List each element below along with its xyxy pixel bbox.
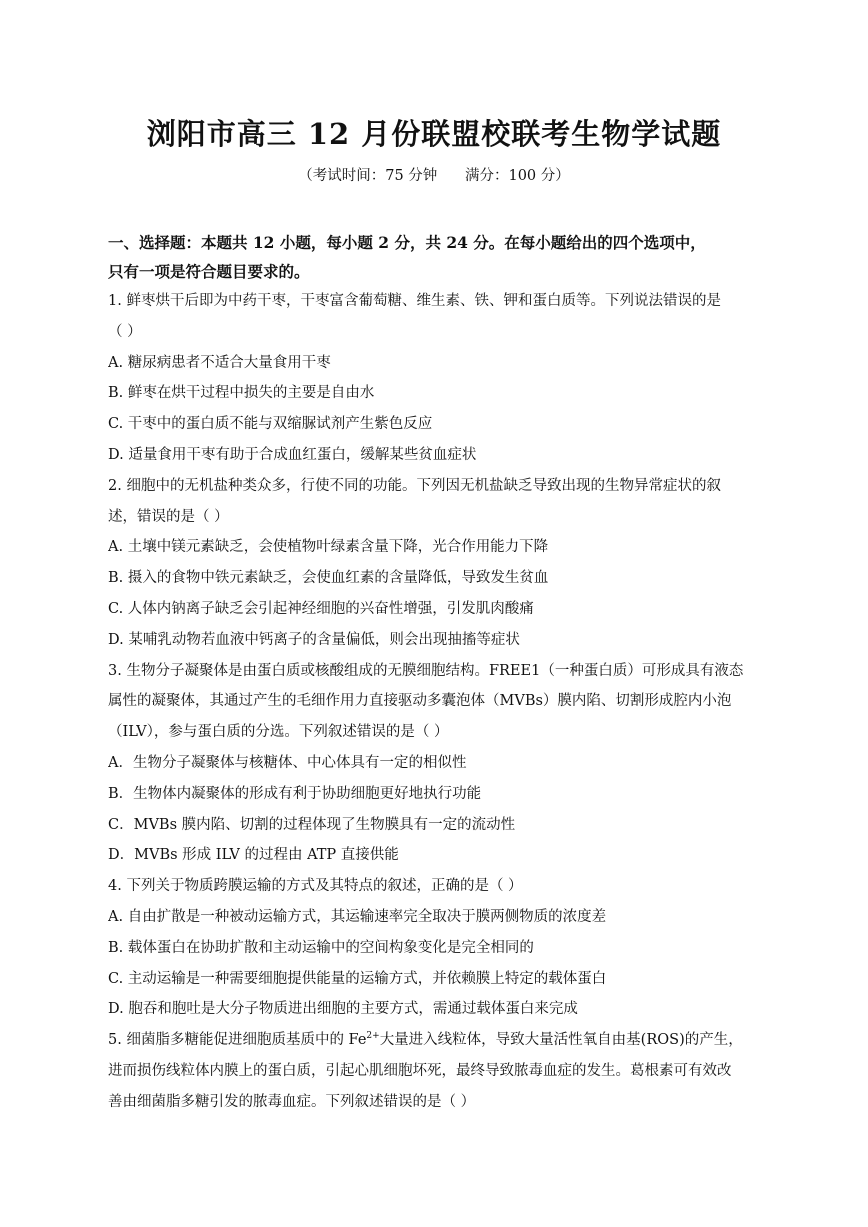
option-c: C. 人体内钠离子缺乏会引起神经细胞的兴奋性增强，引发肌肉酸痛 bbox=[108, 600, 534, 617]
option-a: A．生物分子凝聚体与核糖体、中心体具有一定的相似性 bbox=[108, 754, 467, 771]
question-1 bbox=[108, 286, 768, 471]
option-d: D．MVBs 形成 ILV 的过程由 ATP 直接供能 bbox=[108, 847, 399, 864]
section-heading-line: 只有一项是符合题目要求的。 bbox=[108, 262, 310, 281]
option-b: B. 鲜枣在烘干过程中损失的主要是自由水 bbox=[108, 385, 375, 402]
option-d: D. 胞吞和胞吐是大分子物质进出细胞的主要方式，需通过载体蛋白来完成 bbox=[108, 1001, 578, 1018]
page-title: 浏阳市高三 12 月份联盟校联考生物学试题 bbox=[146, 117, 722, 151]
question-stem: 进而损伤线粒体内膜上的蛋白质，引起心肌细胞坏死，最终导致脓毒血症的发生。葛根素可有效改 bbox=[108, 1062, 732, 1079]
option-c: C．MVBs 膜内陷、切割的过程体现了生物膜具有一定的流动性 bbox=[108, 816, 516, 833]
question-stem: 善由细菌脂多糖引发的脓毒血症。下列叙述错误的是（ ） bbox=[108, 1093, 476, 1110]
question-list bbox=[108, 286, 768, 1118]
question-4 bbox=[108, 871, 768, 1025]
option-d: D. 适量食用干枣有助于合成血红蛋白，缓解某些贫血症状 bbox=[108, 446, 477, 463]
ion-charge-superscript: 2+ bbox=[366, 1031, 380, 1042]
option-a: A. 自由扩散是一种被动运输方式，其运输速率完全取决于膜两侧物质的浓度差 bbox=[108, 908, 607, 925]
option-b: B. 载体蛋白在协助扩散和主动运输中的空间构象变化是完全相同的 bbox=[108, 939, 534, 956]
question-3 bbox=[108, 656, 768, 872]
option-b: B. 摄入的食物中铁元素缺乏，会使血红素的含量降低，导致发生贫血 bbox=[108, 570, 549, 587]
option-a: A. 土壤中镁元素缺乏，会使植物叶绿素含量下降，光合作用能力下降 bbox=[108, 539, 549, 556]
question-stem: 2. 细胞中的无机盐种类众多，行使不同的功能。下列因无机盐缺乏导致出现的生物异常症状的叙 bbox=[108, 477, 721, 494]
option-c: C. 干枣中的蛋白质不能与双缩脲试剂产生紫色反应 bbox=[108, 416, 433, 433]
answer-blank: （ ） bbox=[108, 323, 142, 340]
question-stem: （ILV），参与蛋白质的分选。下列叙述错误的是（ ） bbox=[108, 724, 449, 741]
question-5 bbox=[108, 1025, 768, 1117]
option-d: D. 某哺乳动物若血液中钙离子的含量偏低，则会出现抽搐等症状 bbox=[108, 631, 520, 648]
question-2 bbox=[108, 471, 768, 656]
section-heading-line: 一、选择题：本题共 12 小题，每小题 2 分，共 24 分。在每小题给出的四个选项中， bbox=[108, 233, 706, 252]
question-stem bbox=[108, 1025, 768, 1056]
exam-info-subtitle: （考试时间：75 分钟 满分：100 分） bbox=[298, 168, 570, 184]
question-stem: 述，错误的是（ ） bbox=[108, 508, 229, 525]
question-stem: 4. 下列关于物质跨膜运输的方式及其特点的叙述，正确的是（ ） bbox=[108, 878, 523, 895]
question-stem: 3. 生物分子凝聚体是由蛋白质或核酸组成的无膜细胞结构。FREE1（一种蛋白质）可形成具有液态 bbox=[108, 662, 744, 679]
section-heading bbox=[108, 228, 768, 286]
option-b: B．生物体内凝聚体的形成有利于协助细胞更好地执行功能 bbox=[108, 785, 482, 802]
question-stem: 属性的凝聚体，其通过产生的毛细作用力直接驱动多囊泡体（MVBs）膜内陷、切割形成腔内小泡 bbox=[108, 693, 732, 710]
stem-text: 5. 细菌脂多糖能促进细胞质基质中的 Fe bbox=[108, 1032, 367, 1049]
question-stem: 1. 鲜枣烘干后即为中药干枣，干枣富含葡萄糖、维生素、铁、钾和蛋白质等。下列说法错误的是 bbox=[108, 293, 721, 309]
option-a: A. 糖尿病患者不适合大量食用干枣 bbox=[108, 354, 331, 371]
stem-text: 大量进入线粒体，导致大量活性氧自由基(ROS)的产生， bbox=[379, 1032, 743, 1049]
option-c: C. 主动运输是一种需要细胞提供能量的运输方式，并依赖膜上特定的载体蛋白 bbox=[108, 970, 607, 987]
